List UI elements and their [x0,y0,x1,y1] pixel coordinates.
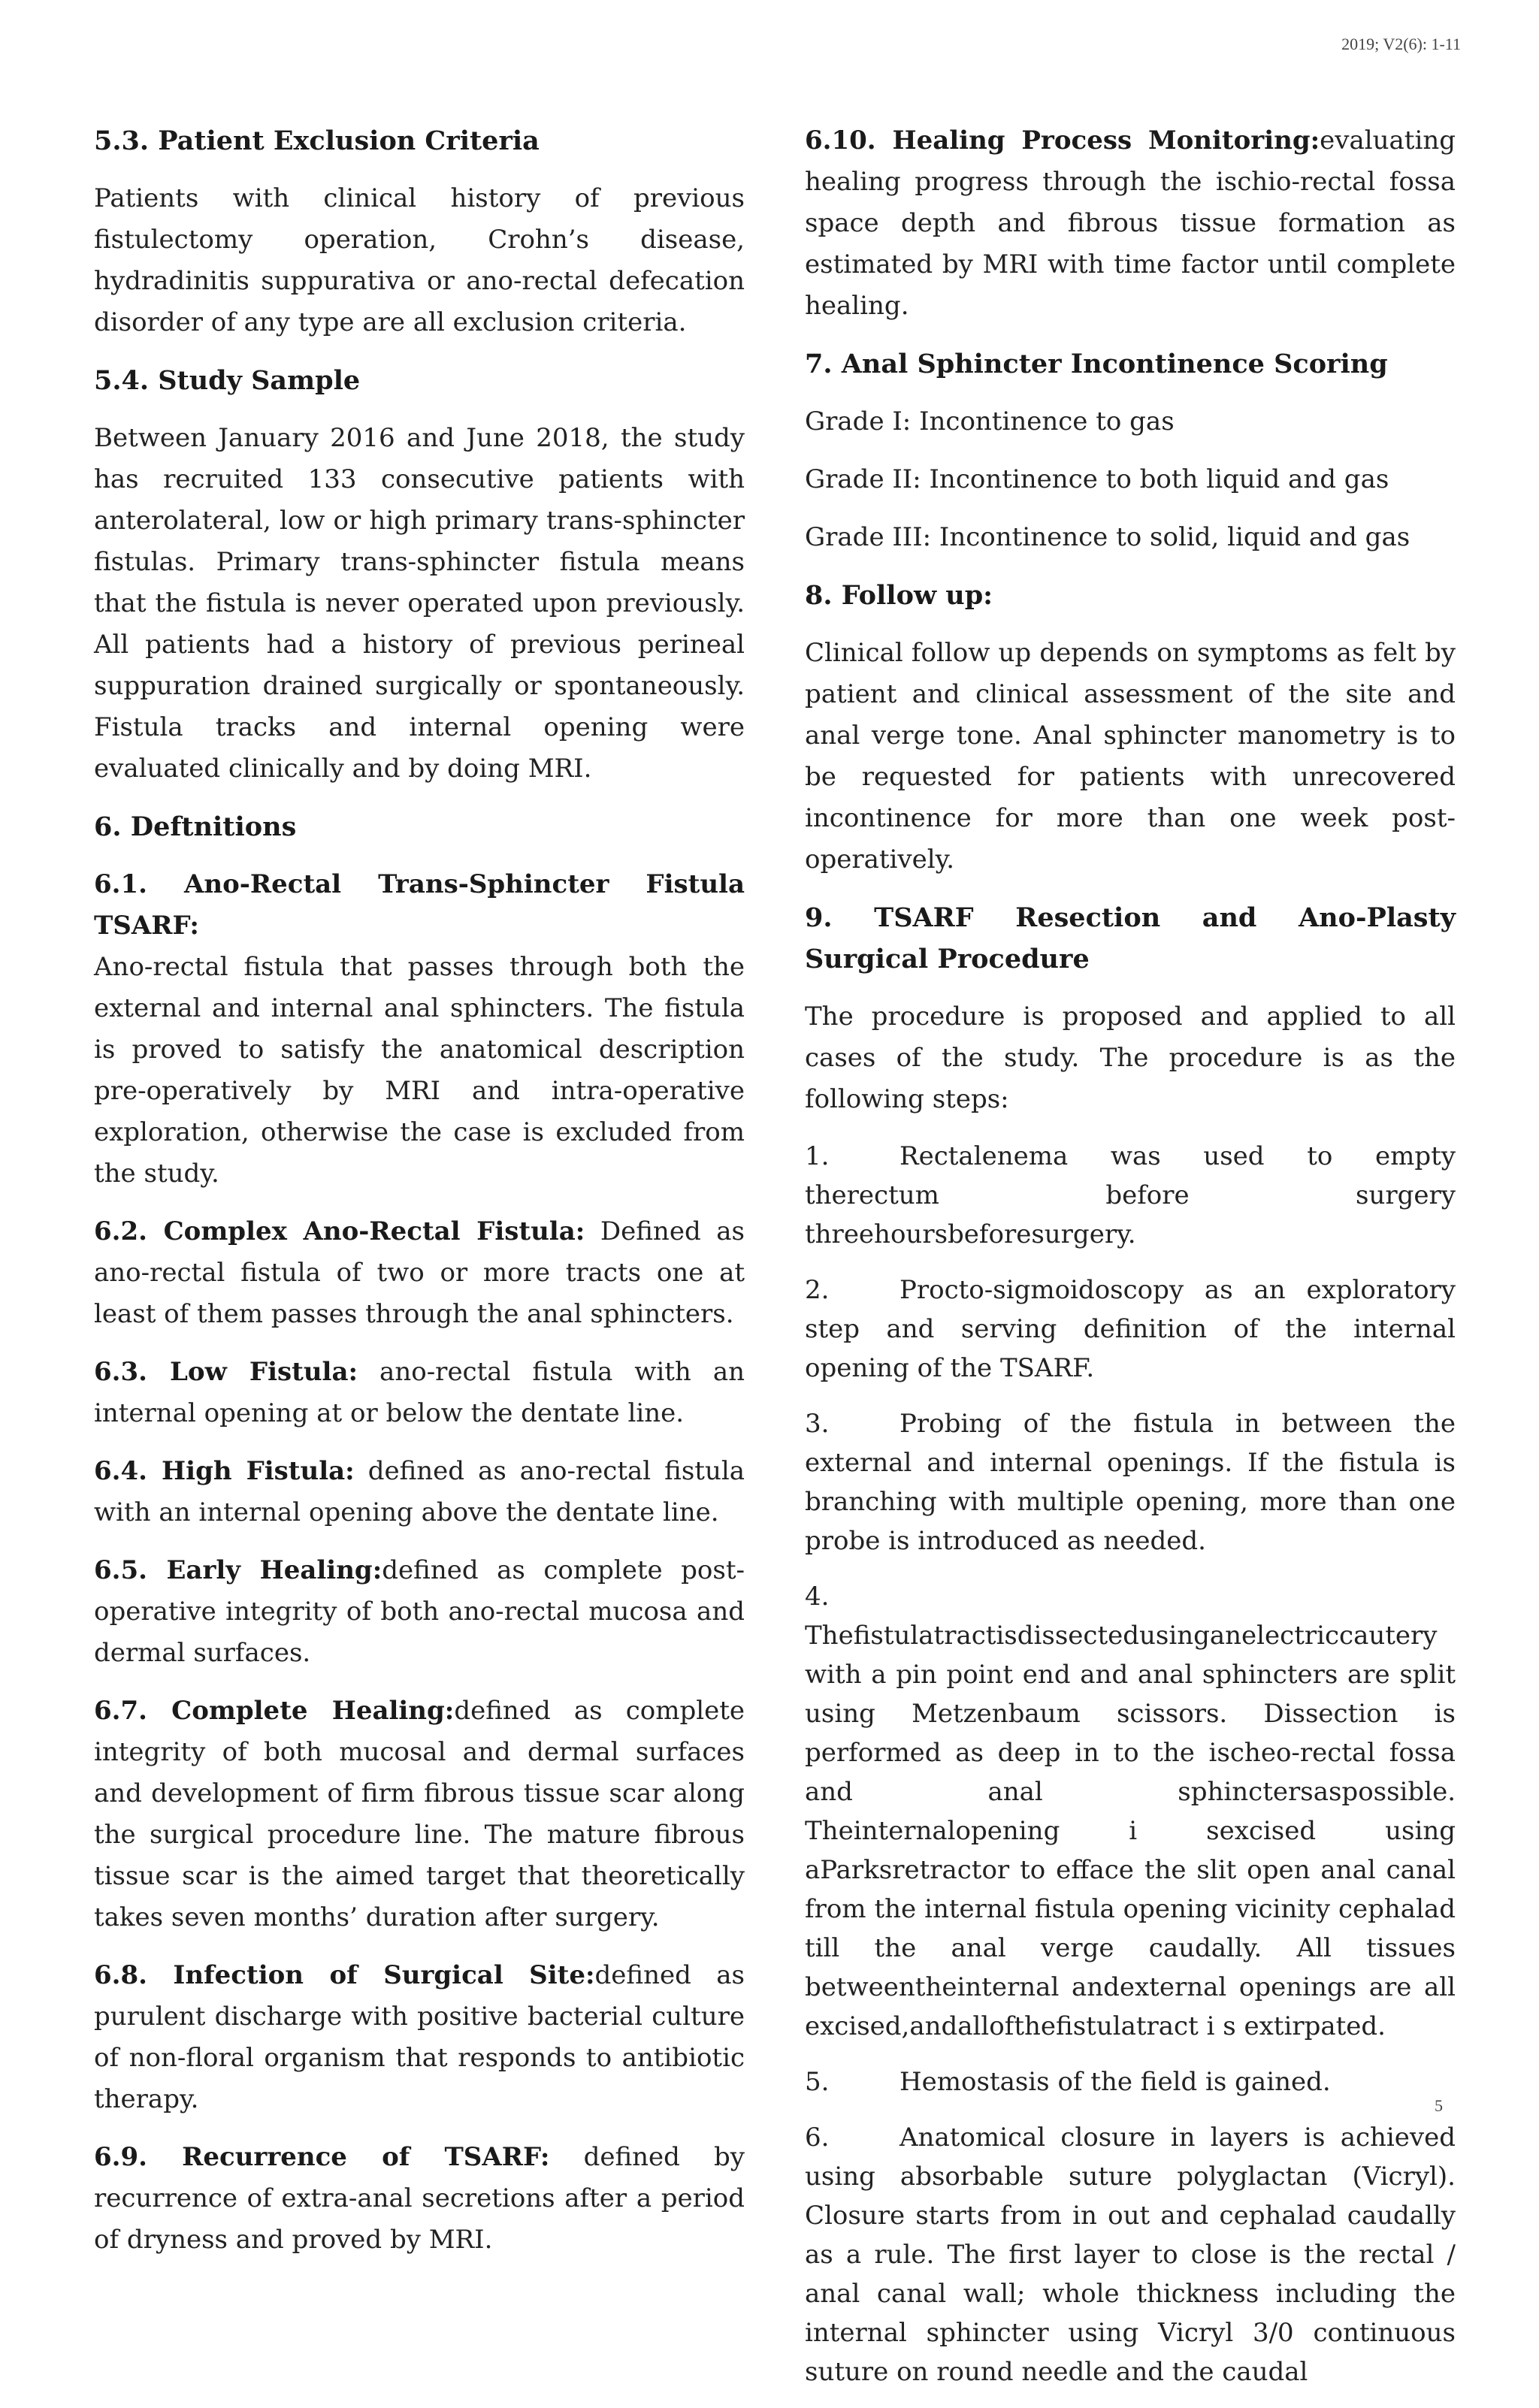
step-text: Anatomical closure in layers is achieved using absorbable suture polyglactan (Vicryl). Closure starts from in out and cephalad caudally as a rule. The first layer to close is the rectal / anal canal wall; whole thickness including the internal sphincter using Vicryl 3/0 continuous suture on round needle and the caudal [805,2122,1456,2387]
step-number: 2. [805,1275,830,1305]
step-number: 6. [805,2122,830,2153]
journal-reference: 2019; V2(6): 1-11 [1341,35,1461,53]
procedure-step-4 [805,1577,1456,2046]
procedure-step-1 [805,1137,1456,1254]
procedure-step-6 [805,2118,1456,2391]
definition-6-10 [805,120,1456,327]
step-text: Thefistulatractisdissectedusinganelectriccautery with a pin point end and anal sphincters are split using Metzenbaum scissors. Dissection is performed as deep in to the ischeo-rectal fossa and anal sphinctersaspossible. Theinternalopening i sexcised using aParksretractor to efface the slit open anal canal from the internal fistula opening vicinity cephalad till the anal verge caudally. All tissues betweentheinternal andexternal openings are all excised,andallofthefistulatract i s extirpated. [805,1621,1456,2041]
procedure-step-3 [805,1404,1456,1561]
definition-text: Ano-rectal fistula that passes through both the external and internal anal sphincters. The fistula is proved to satisfy the anatomical description pre-operatively by MRI and intra-operative exploration, otherwise the case is excluded from the study. [94,952,745,1189]
paragraph-procedure-intro: The procedure is proposed and applied to all cases of the study. The procedure is as the following steps: [805,1002,1456,1114]
definition-6-7 [94,1690,745,1938]
grade-2: Grade II: Incontinence to both liquid and gas [805,464,1389,494]
left-column [94,120,745,2277]
definition-6-9 [94,2137,745,2261]
definition-text: defined as purulent discharge with positive bacterial culture of non-floral organism that responds to antibiotic therapy. [94,1960,745,2114]
step-text: Hemostasis of the field is gained. [900,2067,1331,2097]
definition-term: 6.4. High Fistula: [94,1456,355,1486]
section-heading-incontinence: 7. Anal Sphincter Incontinence Scoring [805,349,1388,379]
grade-1: Grade I: Incontinence to gas [805,406,1175,437]
paragraph-follow-up: Clinical follow up depends on symptoms as felt by patient and clinical assessment of the site and anal verge tone. Anal sphincter manometry is to be requested for patients with unrecovered incontinence for more than one week post-operatively. [805,638,1456,875]
section-heading-follow-up: 8. Follow up: [805,580,993,611]
definition-text: defined as complete integrity of both mucosal and dermal surfaces and development of firm fibrous tissue scar along the surgical procedure line. The mature fibrous tissue scar is the aimed target that theoretically takes seven months’ duration after surgery. [94,1696,745,1932]
section-heading-definitions: 6. Deftnitions [94,811,297,842]
definition-text: defined as complete post-operative integrity of both ano-rectal mucosa and dermal surfaces. [94,1555,745,1668]
procedure-step-5 [805,2062,1456,2101]
definition-term: 6.9. Recurrence of TSARF: [94,2142,550,2172]
definition-text: ano-rectal fistula with an internal opening at or below the dentate line. [94,1357,745,1428]
definition-6-3 [94,1352,745,1434]
step-text: Rectalenema was used to empty therectum before surgery threehoursbeforesurgery. [805,1141,1456,1249]
step-text: Probing of the fistula in between the external and internal openings. If the fistula is branching with multiple opening, more than one probe is introduced as needed. [805,1409,1456,1556]
definition-term: 6.3. Low Fistula: [94,1357,358,1387]
definition-term: 6.1. Ano-Rectal Trans-Sphincter Fistula TSARF: [94,869,745,941]
step-number: 1. [805,1141,830,1171]
definition-6-4 [94,1451,745,1533]
definition-term: 6.8. Infection of Surgical Site: [94,1960,595,1990]
definition-term: 6.10. Healing Process Monitoring: [805,125,1320,156]
definition-term: 6.2. Complex Ano-Rectal Fistula: [94,1216,585,1246]
section-heading-procedure: 9. TSARF Resection and Ano-Plasty Surgical Procedure [805,902,1456,974]
right-column [805,120,1456,2408]
section-heading-exclusion: 5.3. Patient Exclusion Criteria [94,125,540,156]
definition-6-5 [94,1550,745,1674]
definition-text: Defined as ano-rectal fistula of two or more tracts one at least of them passes through the anal sphincters. [94,1216,745,1329]
definition-text: defined by recurrence of extra-anal secretions after a period of dryness and proved by MRI. [94,2142,745,2255]
definition-text: defined as ano-rectal fistula with an internal opening above the dentate line. [94,1456,745,1527]
step-text: Procto-sigmoidoscopy as an exploratory step and serving definition of the internal opening of the TSARF. [805,1275,1456,1383]
paragraph-study-sample: Between January 2016 and June 2018, the study has recruited 133 consecutive patients with anterolateral, low or high primary trans-sphincter fistulas. Primary trans-sphincter fistula means that the fistula is never operated upon previously. All patients had a history of previous perineal suppuration drained surgically or spontaneously. Fistula tracks and internal opening were evaluated clinically and by doing MRI. [94,423,745,784]
definition-text: evaluating healing progress through the ischio-rectal fossa space depth and fibrous tissue formation as estimated by MRI with time factor until complete healing. [805,125,1456,321]
definition-6-8 [94,1955,745,2120]
section-heading-study-sample: 5.4. Study Sample [94,365,361,396]
page-number: 5 [1435,2096,1443,2115]
step-number: 5. [805,2067,830,2097]
definition-6-1 [94,864,745,1195]
definition-6-2 [94,1211,745,1335]
step-number: 4. [805,1582,830,1612]
grade-3: Grade III: Incontinence to solid, liquid and gas [805,522,1410,552]
definition-term: 6.5. Early Healing: [94,1555,382,1585]
paragraph-exclusion: Patients with clinical history of previous fistulectomy operation, Crohn’s disease, hydradinitis suppurativa or ano-rectal defecation disorder of any type are all exclusion criteria. [94,183,745,337]
step-number: 3. [805,1409,830,1439]
procedure-step-2 [805,1270,1456,1388]
definition-term: 6.7. Complete Healing: [94,1696,455,1726]
